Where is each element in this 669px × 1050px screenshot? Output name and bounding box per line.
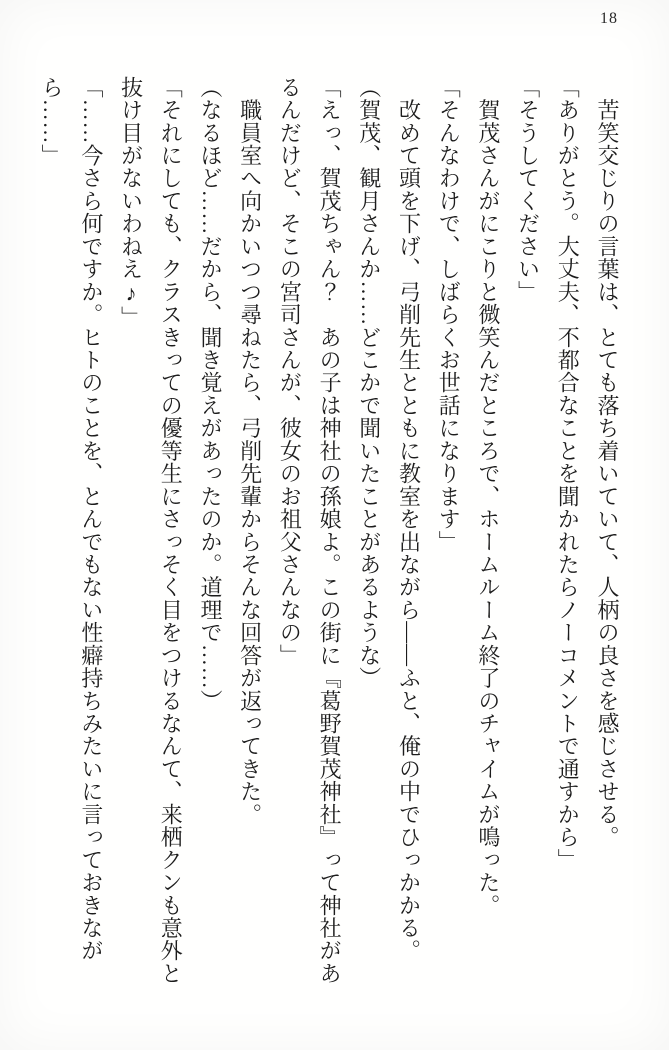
novel-paragraph: 「それにしても、クラスきっての優等生にさっそく目をつけるなんて、来栖クンも意外と抜け目がないわねえ♪」	[118, 76, 184, 985]
novel-paragraph: （賀茂、観月さんか……どこかで聞いたことがあるような）	[356, 76, 382, 690]
novel-paragraph: 「そうしてください」	[515, 76, 541, 304]
page-number: 18	[600, 10, 618, 27]
novel-paragraph: 賀茂さんがにこりと微笑んだところで、ホームルーム終了のチャイムが鳴った。	[475, 76, 501, 917]
novel-paragraph: 「えっ、賀茂ちゃん？ あの子は神社の孫娘よ。この街に『葛野賀茂神社』って神社があるんだけど、そこの宮司さんが、彼女のお祖父さんなの」	[277, 76, 343, 985]
novel-paragraph: 改めて頭を下げ、弓削先生とともに教室を出ながら――ふと、俺の中でひっかかる。	[396, 76, 422, 963]
novel-text	[21, 76, 627, 988]
novel-paragraph: 「そんなわけで、しばらくお世話になります」	[436, 76, 462, 554]
novel-paragraph: 職員室へ向かいつつ尋ねたら、弓削先輩からそんな回答が返ってきた。	[237, 76, 263, 826]
novel-paragraph: 「……今さら何ですか。ヒトのことを、とんでもない性癖持ちみたいに言っておきながら……」	[39, 76, 104, 963]
novel-paragraph: （なるほど……だから、聞き覚えがあったのか。道理で……）	[197, 76, 223, 713]
novel-paragraph: 「ありがとう。大丈夫、不都合なことを聞かれたらノーコメントで通すから」	[555, 76, 581, 872]
novel-paragraph: 苦笑交じりの言葉は、とても落ち着いていて、人柄の良さを感じさせる。	[595, 76, 620, 849]
